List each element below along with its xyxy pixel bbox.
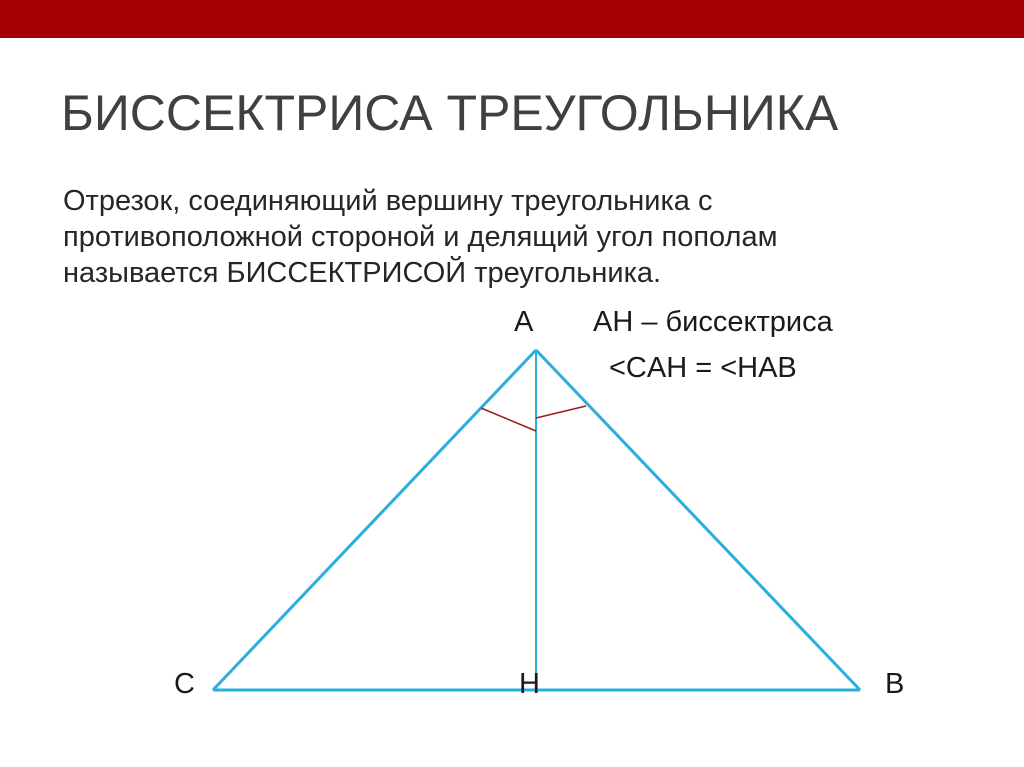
definition-line-2: противоположной стороной и делящий угол пополам bbox=[63, 221, 778, 253]
angle-mark-cah bbox=[481, 408, 536, 431]
side-ab bbox=[536, 350, 860, 690]
angle-mark-hab bbox=[536, 406, 586, 418]
vertex-label-c: C bbox=[174, 668, 195, 700]
side-ca bbox=[213, 350, 536, 690]
vertex-label-b: B bbox=[885, 668, 905, 700]
angle-equality-note: <CAH = <HAB bbox=[609, 352, 797, 384]
definition-line-1: Отрезок, соединяющий вершину треугольника с bbox=[63, 185, 713, 217]
slide-title: БИССЕКТРИСА ТРЕУГОЛЬНИКА bbox=[61, 85, 839, 141]
definition-line-3: называется БИССЕКТРИСОЙ треугольника. bbox=[63, 257, 662, 289]
vertex-label-h: H bbox=[519, 668, 540, 700]
vertex-label-a: A bbox=[514, 306, 534, 338]
bisector-note: AH – биссектриса bbox=[593, 306, 833, 338]
